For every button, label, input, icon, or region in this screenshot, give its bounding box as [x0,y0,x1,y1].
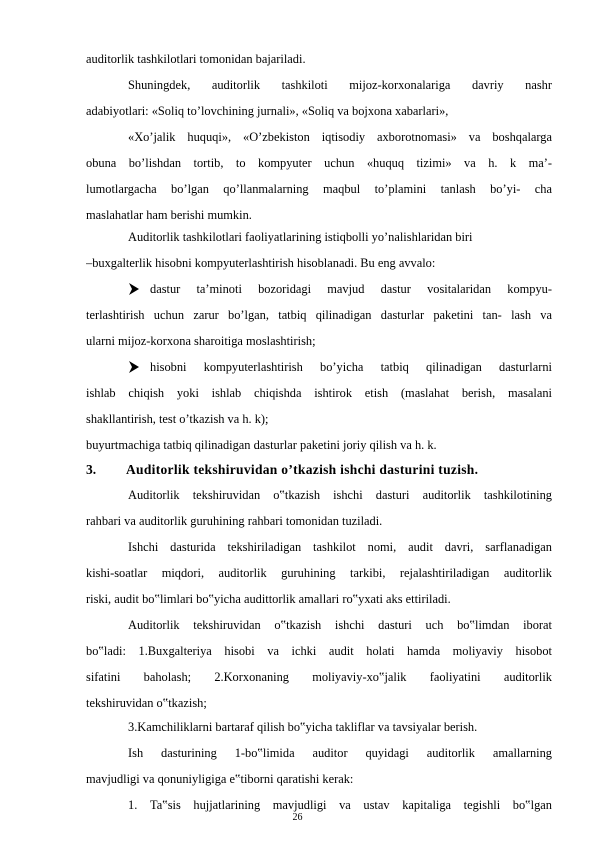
text-line: ishlab chiqish yoki ishlab chiqishda ishtirok etish (maslahat berish, masalani [86,386,552,400]
text-line: Ish dasturining 1-bo‟limida auditor quyidagi auditorlik amallarning [128,746,552,760]
text-line: auditorlik tashkilotlari tomonidan bajariladi. [86,52,306,66]
text-line: terlashtirish uchun zarur bo’lgan, tatbiq qilinadigan dasturlar paketini tan- lash va [86,308,552,322]
text-line: –buxgalterlik hisobni kompyuterlashtirish hisoblanadi. Bu eng avvalo: [86,256,436,270]
text-line: rahbari va auditorlik guruhining rahbari tomonidan tuziladi. [86,514,383,528]
text-line: Ishchi dasturida tekshiriladigan tashkilot nomi, audit davri, sarflanadigan [128,540,552,554]
text-line: tekshiruvidan o‟tkazish; [86,696,207,710]
text-line: maslahatlar ham berishi mumkin. [86,208,252,222]
text-line: Auditorlik tashkilotlari faoliyatlarining istiqbolli yo’nalishlaridan biri [128,230,473,244]
page-number: 26 [292,812,303,823]
text-line: sifatini baholash; 2.Korxonaning moliyaviy-xo‟jalik faoliyatini auditorlik [86,670,552,684]
text-line: mavjudligi va qonuniyligiga e‟tiborni qaratishi kerak: [86,772,354,786]
section-number: 3. [86,462,97,477]
section-title: Auditorlik tekshiruvidan o’tkazish ishchi dasturini tuzish. [126,462,479,477]
text-line: Shuningdek, auditorlik tashkiloti mijoz-korxonalariga davriy nashr [128,78,552,92]
text-line: Auditorlik tekshiruvidan o‟tkazish ishchi dasturi uch bo‟limdan iborat [128,618,552,632]
text-line: «Xo’jalik huquqi», «O’zbekiston iqtisodiy axborotnomasi» va boshqalarga [128,130,552,144]
text-line: bo‟ladi: 1.Buxgalteriya hisobi va ichki audit holati hamda moliyaviy hisobot [86,644,552,658]
bullet-item-text: hisobni kompyuterlashtirish bo’yicha tatbiq qilinadigan dasturlarni [150,360,552,374]
text-line: riski, audit bo‟limlari bo‟yicha audittorlik amallari ro‟yxati aks ettiriladi. [86,592,451,606]
text-line: shakllantirish, test o’tkazish va h. k); [86,412,269,426]
text-line: obuna bo’lishdan tortib, to kompyuter uchun «huquq tizimi» va h. k ma’- [86,156,552,170]
text-line: kishi-soatlar miqdori, auditorlik guruhining tarkibi, rejalashtiriladigan auditorlik [86,566,552,580]
text-line: buyurtmachiga tatbiq qilinadigan dasturlar paketini joriy qilish va h. k. [86,438,437,452]
bullet-item-text: dastur ta’minoti bozoridagi mavjud dastur vositalaridan kompyu- [150,282,552,296]
text-line: ularni mijoz-korxona sharoitiga moslashtirish; [86,334,316,348]
list-item-number: 1. [128,798,138,812]
arrowhead-bullet-icon [128,282,140,296]
text-line: 3.Kamchiliklarni bartaraf qilish bo‟yicha takliflar va tavsiyalar berish. [128,720,478,734]
text-line: adabiyotlari: «Soliq to’lovchining jurnali», «Soliq va bojxona xabarlari», [86,104,449,118]
arrowhead-bullet-icon [128,360,140,374]
list-item-text: Ta‟sis hujjatlarining mavjudligi va ustav kapitaliga tegishli bo‟lgan [150,798,552,812]
text-line: lumotlargacha bo’lgan qo’llanmalarning maqbul to’plamini tanlash bo’yi- cha [86,182,552,196]
text-line: Auditorlik tekshiruvidan o‟tkazish ishchi dasturi auditorlik tashkilotining [128,488,552,502]
